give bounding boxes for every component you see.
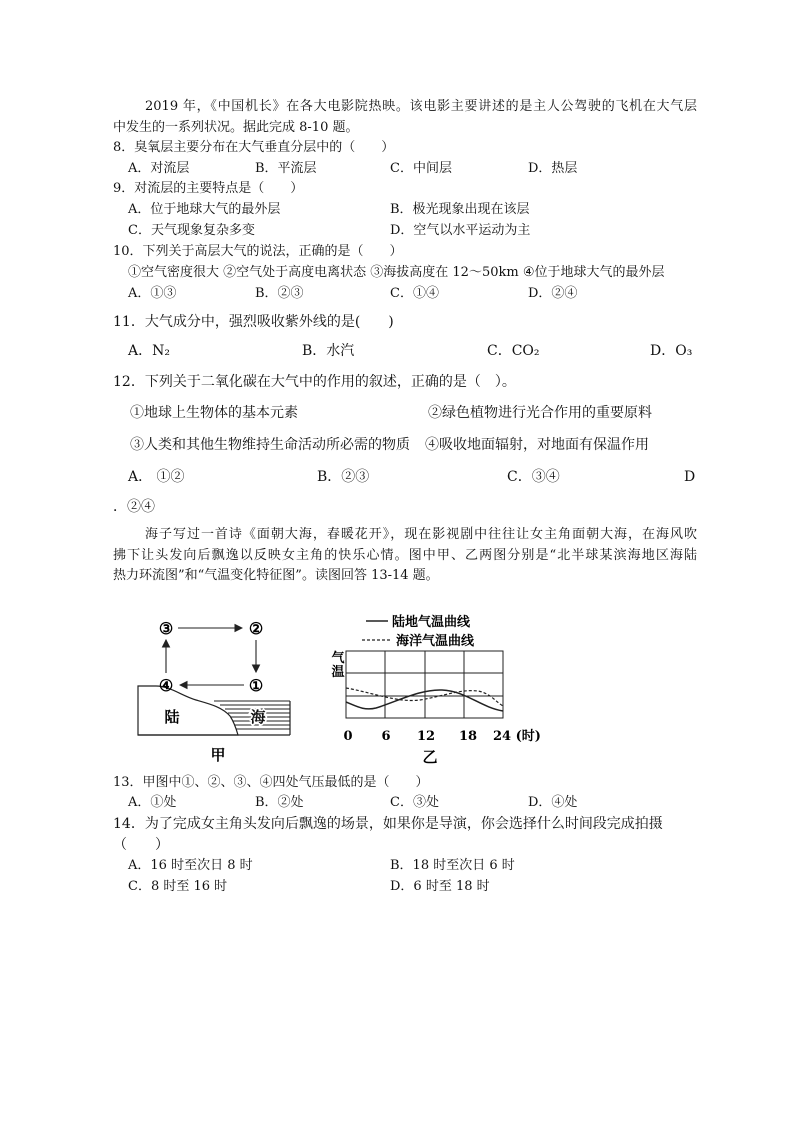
intro-2-line-3: 热力环流图”和“气温变化特征图”。读图回答 13-14 题。	[113, 568, 439, 583]
q10-option-c: C．①④	[390, 286, 439, 301]
x-tick-12: 12	[416, 729, 436, 744]
q8-option-b: B．平流层	[255, 161, 317, 176]
q14-option-d: D．6 时至 18 时	[390, 879, 490, 894]
q13-option-b: B．②处	[255, 795, 304, 810]
q12-option-c: C．③④	[507, 469, 560, 485]
q11-option-b: B．水汽	[302, 343, 355, 359]
q13-option-c: C．③处	[390, 795, 439, 810]
y-axis-label-char-1: 气	[331, 651, 345, 666]
q11-stem: 11．大气成分中，强烈吸收紫外线的是( )	[113, 314, 394, 330]
y-axis-label-char-2: 温	[331, 665, 345, 680]
q11-option-d: D．O₃	[650, 343, 693, 359]
q14-stem: 14．为了完成女主角头发向后飘逸的场景，如果你是导演，你会选择什么时间段完成拍摄	[113, 816, 663, 832]
q10-option-d: D．②④	[528, 286, 578, 301]
q12-statement-4: ④吸收地面辐射，对地面有保温作用	[425, 437, 649, 453]
q12-statement-2: ②绿色植物进行光合作用的重要原料	[428, 405, 652, 421]
q10-option-b: B．②③	[255, 286, 304, 301]
q10-option-a: A．①③	[128, 286, 177, 301]
q13-stem: 13．甲图中①、②、③、④四处气压最低的是（ ）	[113, 775, 429, 790]
intro-1-line-1: 2019 年，《中国机长》在各大电影院热映。该电影主要讲述的是主人公驾驶的飞机在大气层	[145, 99, 697, 114]
q8-stem: 8．臭氧层主要分布在大气垂直分层中的（ ）	[113, 140, 395, 155]
q14-option-c: C．8 时至 16 时	[128, 879, 228, 894]
q11-option-a: A．N₂	[128, 343, 170, 359]
x-tick-0: 0	[343, 729, 353, 744]
x-tick-18: 18	[458, 729, 478, 744]
figure-yi-caption: 乙	[422, 748, 438, 766]
x-tick-6: 6	[381, 729, 391, 744]
q9-option-b: B．极光现象出现在该层	[390, 202, 530, 217]
q10-stem: 10．下列关于高层大气的说法，正确的是（ ）	[113, 244, 403, 259]
point-2: ②	[248, 619, 264, 638]
sea-label: 海	[250, 708, 266, 726]
q14-option-a: A．16 时至次日 8 时	[128, 858, 253, 873]
q12-option-a: A． ①②	[128, 469, 185, 485]
q14-answer-blank: （ ）	[113, 837, 169, 853]
figure-yi-temperature-curves	[330, 610, 550, 768]
land-label: 陆	[164, 708, 180, 726]
intro-2-line-1: 海子写过一首诗《面朝大海，春暖花开》，现在影视剧中往往让女主角面朝大海，在海风吹	[145, 527, 697, 542]
q12-option-d: D	[684, 469, 696, 485]
q9-option-d: D．空气以水平运动为主	[390, 223, 531, 238]
legend-ocean-label: 海洋气温曲线	[396, 634, 475, 649]
point-1: ①	[248, 676, 264, 695]
q12-option-b: B．②③	[317, 469, 370, 485]
q12-statement-1: ①地球上生物体的基本元素	[130, 405, 298, 421]
q9-option-a: A．位于地球大气的最外层	[128, 202, 281, 217]
point-4: ④	[158, 676, 174, 695]
q12-statement-3: ③人类和其他生物维持生命活动所必需的物质	[130, 437, 410, 453]
q10-statements: ①空气密度很大 ②空气处于高度电离状态 ③海拔高度在 12～50km ④位于地球大气的最外层	[128, 265, 665, 280]
q14-option-b: B．18 时至次日 6 时	[390, 858, 515, 873]
figure-jia-thermal-circulation	[130, 612, 300, 767]
land-shape	[138, 686, 238, 735]
intro-2-line-2: 拂下让头发向后飘逸以反映女主角的快乐心情。图中甲、乙两图分别是“北半球某滨海地区海陆	[113, 548, 697, 563]
figure-jia-caption: 甲	[210, 746, 226, 764]
intro-1-line-2: 中发生的一系列状况。据此完成 8-10 题。	[113, 120, 359, 135]
chart-grid	[346, 651, 503, 718]
q8-option-d: D．热层	[528, 161, 578, 176]
q13-option-d: D．④处	[528, 795, 578, 810]
q12-option-d-continued: ．②④	[113, 499, 155, 515]
q11-option-c: C．CO₂	[487, 343, 540, 359]
q9-stem: 9．对流层的主要特点是（ ）	[113, 181, 304, 196]
q12-stem: 12．下列关于二氧化碳在大气中的作用的叙述，正确的是（ ）。	[113, 374, 516, 390]
q8-option-c: C．中间层	[390, 161, 452, 176]
q9-option-c: C．天气现象复杂多变	[128, 223, 255, 238]
x-tick-24: 24 (时)	[493, 729, 541, 744]
point-3: ③	[158, 619, 174, 638]
legend-land-label: 陆地气温曲线	[392, 615, 471, 630]
q13-option-a: A．①处	[128, 795, 177, 810]
q8-option-a: A．对流层	[128, 161, 190, 176]
